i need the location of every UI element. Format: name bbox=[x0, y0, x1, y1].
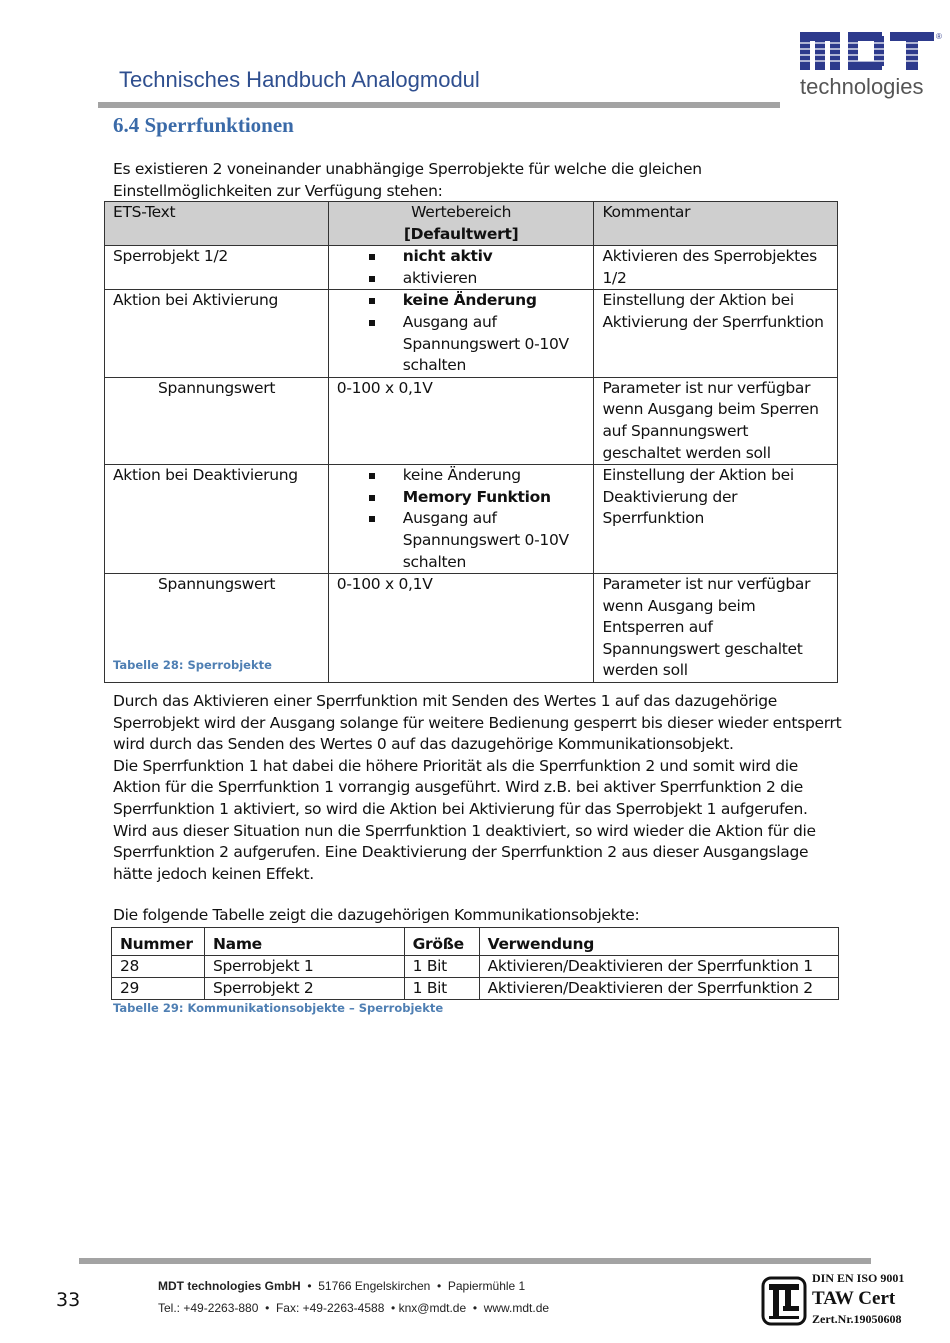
sperrobjekte-table bbox=[104, 201, 838, 683]
header-rule bbox=[98, 102, 780, 108]
cert-line-2: TAW Cert bbox=[812, 1288, 896, 1309]
ets-text-cell: Spannungswert bbox=[105, 377, 329, 464]
table-row bbox=[105, 246, 838, 290]
header-kommentar: Kommentar bbox=[594, 202, 838, 246]
section-heading: 6.4 Sperrfunktionen bbox=[113, 113, 294, 137]
header-ets-text: ETS-Text bbox=[105, 202, 329, 246]
svg-text:®: ® bbox=[936, 32, 942, 41]
header-verwendung: Verwendung bbox=[479, 928, 838, 956]
option-item: aktivieren bbox=[365, 268, 586, 290]
table2-intro: Die folgende Tabelle zeigt die dazugehörigen Kommunikationsobjekte: bbox=[113, 906, 640, 924]
kommunikationsobjekte-table bbox=[111, 927, 839, 1000]
header-groesse: Größe bbox=[404, 928, 479, 956]
header-nummer: Nummer bbox=[112, 928, 205, 956]
header-wertebereich: Wertebereich [Defaultwert] bbox=[328, 202, 594, 246]
comment-cell: Aktivieren des Sperrobjektes 1/2 bbox=[594, 246, 838, 290]
cell-nummer: 29 bbox=[112, 978, 205, 1000]
range-cell bbox=[328, 290, 594, 377]
option-item: nicht aktiv bbox=[365, 246, 586, 268]
cell-verwendung: Aktivieren/Deaktivieren der Sperrfunktion 1 bbox=[479, 956, 838, 978]
cell-groesse: 1 Bit bbox=[404, 956, 479, 978]
option-item: Ausgang auf Spannungswert 0-10V schalten bbox=[365, 508, 586, 573]
cell-nummer: 28 bbox=[112, 956, 205, 978]
footer-contact: Tel.: +49-2263-880 • Fax: +49-2263-4588 • knx@mdt.de • www.mdt.de bbox=[158, 1301, 550, 1315]
option-item: Ausgang auf Spannungswert 0-10V schalten bbox=[365, 312, 586, 377]
logo-subtext: technologies bbox=[800, 74, 924, 99]
option-item: keine Änderung bbox=[365, 465, 586, 487]
comment-cell: Parameter ist nur verfügbar wenn Ausgang beim Entsperren auf Spannungswert geschaltet werden soll bbox=[594, 574, 838, 683]
table-header-row bbox=[105, 202, 838, 246]
option-item: keine Änderung bbox=[365, 290, 586, 312]
cell-verwendung: Aktivieren/Deaktivieren der Sperrfunktion 2 bbox=[479, 978, 838, 1000]
table-row bbox=[105, 377, 838, 464]
range-cell bbox=[328, 465, 594, 574]
web-link[interactable]: www.mdt.de bbox=[483, 1301, 550, 1315]
table-row bbox=[112, 956, 839, 978]
table-row bbox=[105, 465, 838, 574]
ets-text-cell: Spannungswert bbox=[105, 574, 329, 683]
ets-text-cell: Aktion bei Deaktivierung bbox=[105, 465, 329, 574]
comment-cell: Parameter ist nur verfügbar wenn Ausgang beim Sperren auf Spannungswert geschaltet werden soll bbox=[594, 377, 838, 464]
taw-cert-logo bbox=[761, 1276, 807, 1326]
cell-name: Sperrobjekt 1 bbox=[204, 956, 404, 978]
ets-text-cell: Aktion bei Aktivierung bbox=[105, 290, 329, 377]
option-item: Memory Funktion bbox=[365, 487, 586, 509]
cell-name: Sperrobjekt 2 bbox=[204, 978, 404, 1000]
footer-rule bbox=[79, 1258, 871, 1264]
range-cell bbox=[328, 246, 594, 290]
ets-text-cell: Sperrobjekt 1/2 bbox=[105, 246, 329, 290]
table-row bbox=[105, 290, 838, 377]
cell-groesse: 1 Bit bbox=[404, 978, 479, 1000]
intro-paragraph: Es existieren 2 voneinander unabhängige Sperrobjekte für welche die gleichen Einstellmöglichkeiten zur Verfügung stehen: bbox=[113, 160, 702, 200]
range-cell: 0-100 x 0,1V bbox=[328, 574, 594, 683]
document-title: Technisches Handbuch Analogmodul bbox=[119, 67, 480, 92]
header-name: Name bbox=[204, 928, 404, 956]
cert-line-3: Zert.Nr.19050608 bbox=[812, 1312, 902, 1326]
email-link[interactable]: knx@mdt.de bbox=[398, 1301, 467, 1315]
page-number: 33 bbox=[56, 1289, 81, 1311]
range-cell: 0-100 x 0,1V bbox=[328, 377, 594, 464]
table-row bbox=[112, 978, 839, 1000]
cert-line-1: DIN EN ISO 9001 bbox=[812, 1271, 905, 1285]
footer-address: MDT technologies GmbH • 51766 Engelskirchen • Papiermühle 1 bbox=[158, 1279, 526, 1293]
comment-cell: Einstellung der Aktion bei Deaktivierung der Sperrfunktion bbox=[594, 465, 838, 574]
table-caption: Tabelle 29: Kommunikationsobjekte – Sperrobjekte bbox=[113, 1001, 444, 1015]
table-caption: Tabelle 28: Sperrobjekte bbox=[113, 658, 272, 672]
body-paragraph: Durch das Aktivieren einer Sperrfunktion mit Senden des Wertes 1 auf das dazugehörige Sperrobjekt wird der Ausgang solange für weitere Bedienung gesperrt bis dieser wieder entsperrt wird durch das Senden des Wertes 0 auf das dazugehörige Kommunikationsobjekt. Die Sperrfunktion 1 hat dabei die höhere Priorität als die Sperrfunktion 2 und somit wird die Aktion für die Sperrfunktion 1 vorrangig ausgeführt. Wird z.B. bei aktiver Sperrfunktion 2 die Sperrfunktion 1 aktiviert, so wird die Aktion bei Aktivierung für das Sperrobjekt 1 aufgerufen. Wird aus dieser Situation nun die Sperrfunktion 1 deaktiviert, so wird wieder die Aktion für die Sperrfunktion 2 aufgerufen. Eine Deaktivierung der Sperrfunktion 2 aus dieser Ausgangslage hätte jedoch keinen Effekt. bbox=[113, 692, 842, 883]
comment-cell: Einstellung der Aktion bei Aktivierung der Sperrfunktion bbox=[594, 290, 838, 377]
table-header-row bbox=[112, 928, 839, 956]
